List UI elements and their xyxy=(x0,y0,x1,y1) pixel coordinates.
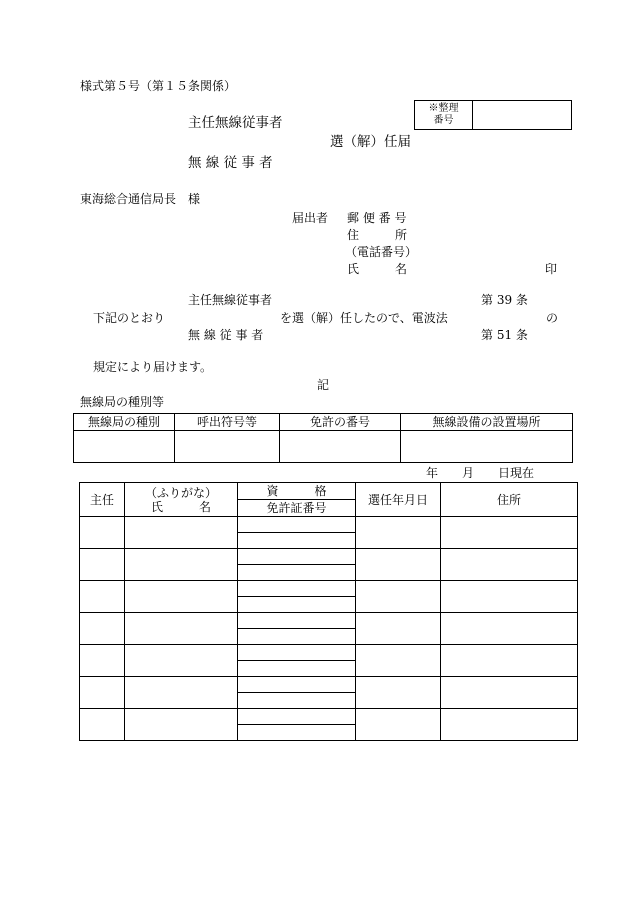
body-option-operator: 無 線 従 事 者 xyxy=(188,328,264,342)
station-callsign-cell[interactable] xyxy=(175,431,280,463)
personnel-table xyxy=(79,482,578,741)
name-cell[interactable] xyxy=(125,709,238,741)
chief-cell[interactable] xyxy=(80,709,125,741)
title-option-chief: 主任無線従事者 xyxy=(188,115,283,131)
title-suffix: 選（解）任届 xyxy=(330,134,411,150)
address-cell[interactable] xyxy=(441,645,578,677)
address-cell[interactable] xyxy=(441,581,578,613)
submitter-label: 届出者 xyxy=(292,211,329,225)
station-header-location: 無線設備の設置場所 xyxy=(401,414,573,431)
station-table xyxy=(73,413,573,463)
qualification-cell[interactable] xyxy=(238,613,356,629)
addressee: 東海総合通信局長 様 xyxy=(80,192,201,206)
name-cell[interactable] xyxy=(125,645,238,677)
header-appointment-date: 選任年月日 xyxy=(356,483,441,517)
address-cell[interactable] xyxy=(441,549,578,581)
qualification-cell[interactable] xyxy=(238,645,356,661)
header-chief: 主任 xyxy=(80,483,125,517)
body-closing: 規定により届けます。 xyxy=(93,360,213,374)
date-cell[interactable] xyxy=(356,517,441,549)
body-suffix: の xyxy=(546,311,559,325)
article-51: 第 51 条 xyxy=(481,328,528,342)
license-number-cell[interactable] xyxy=(238,565,356,581)
chief-cell[interactable] xyxy=(80,677,125,709)
date-cell[interactable] xyxy=(356,613,441,645)
station-location-cell[interactable] xyxy=(401,431,573,463)
station-header-license-no: 免許の番号 xyxy=(280,414,401,431)
header-furigana-name: （ふりがな） 氏 名 xyxy=(125,483,238,517)
station-type-cell[interactable] xyxy=(74,431,175,463)
qualification-cell[interactable] xyxy=(238,709,356,725)
body-middle: を選（解）任したので、電波法 xyxy=(280,311,448,325)
name-cell[interactable] xyxy=(125,613,238,645)
license-number-cell[interactable] xyxy=(238,693,356,709)
chief-cell[interactable] xyxy=(80,613,125,645)
ki-heading: 記 xyxy=(317,378,330,392)
title-option-operator: 無 線 従 事 者 xyxy=(188,155,273,171)
date-cell[interactable] xyxy=(356,581,441,613)
date-cell[interactable] xyxy=(356,709,441,741)
seiri-label: ※整理 番号 xyxy=(415,101,473,130)
name-cell[interactable] xyxy=(125,581,238,613)
license-number-cell[interactable] xyxy=(238,661,356,677)
seiri-box xyxy=(414,100,572,130)
seiri-value[interactable] xyxy=(473,101,572,130)
qualification-cell[interactable] xyxy=(238,517,356,533)
license-number-cell[interactable] xyxy=(238,629,356,645)
station-section-title: 無線局の種別等 xyxy=(80,395,165,409)
date-cell[interactable] xyxy=(356,677,441,709)
name-cell[interactable] xyxy=(125,677,238,709)
date-cell[interactable] xyxy=(356,549,441,581)
postal-code-label: 郵 便 番 号 xyxy=(347,211,407,225)
date-cell[interactable] xyxy=(356,645,441,677)
phone-label: （電話番号） xyxy=(345,245,418,259)
header-address: 住所 xyxy=(441,483,578,517)
station-license-cell[interactable] xyxy=(280,431,401,463)
address-label: 住 所 xyxy=(347,228,408,242)
header-license-number: 免許証番号 xyxy=(238,500,356,517)
article-39: 第 39 条 xyxy=(481,293,528,307)
header-qualification: 資 格 xyxy=(238,483,356,500)
chief-cell[interactable] xyxy=(80,581,125,613)
chief-cell[interactable] xyxy=(80,549,125,581)
seal-mark: 印 xyxy=(545,262,558,276)
address-cell[interactable] xyxy=(441,517,578,549)
qualification-cell[interactable] xyxy=(238,581,356,597)
license-number-cell[interactable] xyxy=(238,725,356,741)
address-cell[interactable] xyxy=(441,709,578,741)
name-cell[interactable] xyxy=(125,549,238,581)
chief-cell[interactable] xyxy=(80,645,125,677)
form-number: 様式第５号（第１５条関係） xyxy=(80,79,237,93)
license-number-cell[interactable] xyxy=(238,533,356,549)
name-label: 氏 名 xyxy=(347,262,408,276)
name-cell[interactable] xyxy=(125,517,238,549)
body-prefix: 下記のとおり xyxy=(93,311,166,325)
as-of-date: 年 月 日現在 xyxy=(426,466,535,480)
address-cell[interactable] xyxy=(441,677,578,709)
qualification-cell[interactable] xyxy=(238,677,356,693)
station-header-callsign: 呼出符号等 xyxy=(175,414,280,431)
address-cell[interactable] xyxy=(441,613,578,645)
station-header-type: 無線局の種別 xyxy=(74,414,175,431)
body-option-chief: 主任無線従事者 xyxy=(188,293,273,307)
license-number-cell[interactable] xyxy=(238,597,356,613)
chief-cell[interactable] xyxy=(80,517,125,549)
qualification-cell[interactable] xyxy=(238,549,356,565)
